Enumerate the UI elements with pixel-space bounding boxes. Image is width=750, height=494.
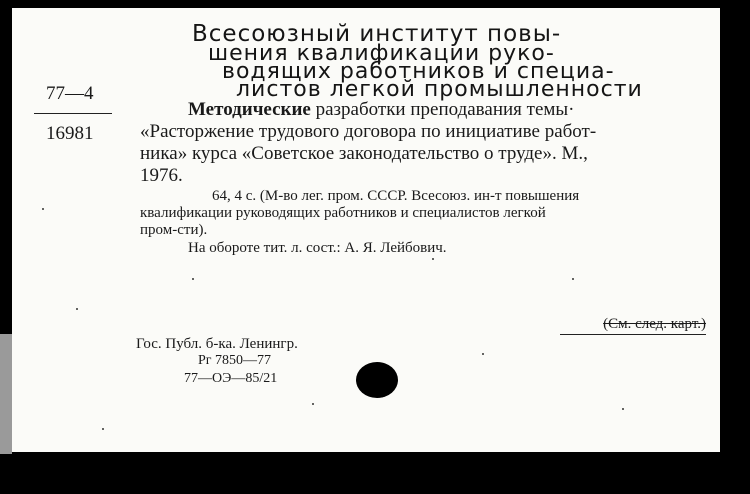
shelfmark-bottom: 16981	[46, 123, 94, 144]
entry-title-line: ника» курса «Советское законодательство о труде». М.,	[140, 143, 588, 164]
entry-year: 1976.	[140, 165, 183, 186]
handwritten-note-line: шения квалификации руко-	[208, 41, 555, 66]
speck	[572, 278, 574, 280]
speck	[42, 208, 44, 210]
card-punch-hole	[356, 362, 398, 398]
library-code: Рг 7850—77	[198, 353, 272, 368]
series-line: квалификации руководящих работников и специалистов легкой	[140, 205, 546, 221]
entry-title-rest: разработки преподавания темы·	[310, 99, 575, 120]
speck	[102, 428, 104, 430]
shelfmark-divider	[34, 113, 112, 114]
speck	[432, 258, 434, 260]
handwritten-note-line: листов легкой промышленности	[236, 77, 643, 102]
entry-title-lead: Методические	[188, 99, 311, 120]
speck	[482, 353, 484, 355]
catalog-card	[12, 8, 720, 452]
library-name: Гос. Публ. б-ка. Ленингр.	[136, 336, 298, 352]
handwritten-note-line: Всесоюзный институт повы-	[192, 21, 562, 47]
pagination-series-line: 64, 4 с. (М-во лег. пром. СССР. Всесоюз. ин-т повышения	[212, 188, 580, 204]
library-code: 77—ОЭ—85/21	[184, 371, 278, 386]
compiler-note: На обороте тит. л. сост.: А. Я. Лейбович.	[188, 240, 447, 256]
speck	[76, 308, 78, 310]
speck	[312, 403, 314, 405]
entry-title-line	[188, 99, 575, 121]
speck	[622, 408, 624, 410]
continued-note: (См. след. карт.)	[603, 316, 706, 332]
continued-underline	[560, 334, 706, 335]
shelf-edge-strip	[0, 334, 12, 454]
shelfmark-top: 77—4	[46, 83, 94, 104]
series-line: пром-сти).	[140, 222, 208, 238]
entry-title-line: «Расторжение трудового договора по инициативе работ-	[140, 121, 597, 142]
handwritten-note-line: водящих работников и специа-	[222, 59, 615, 84]
speck	[192, 278, 194, 280]
